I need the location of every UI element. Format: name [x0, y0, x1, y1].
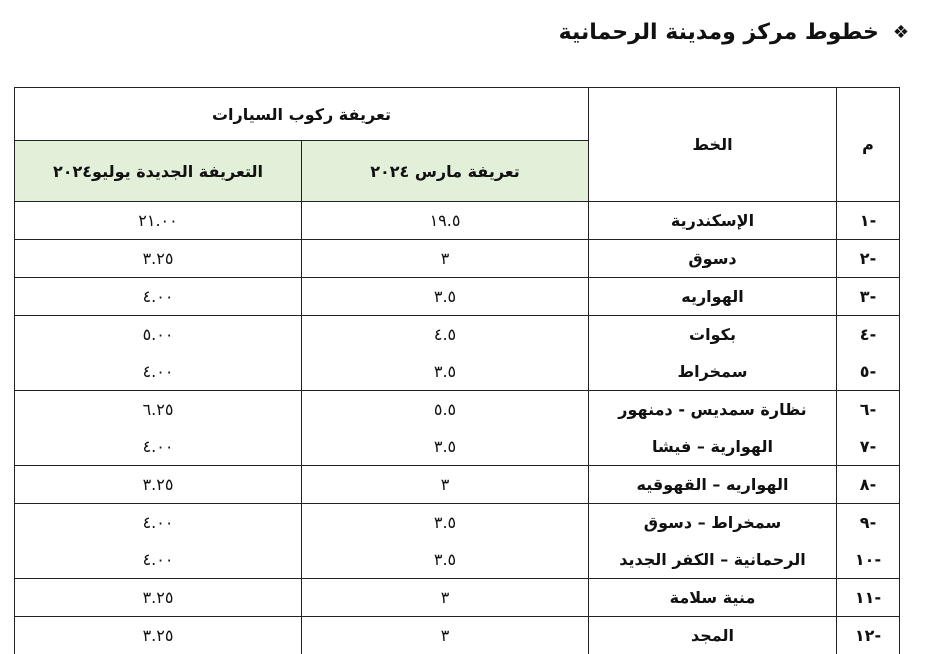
row-number: -٨	[837, 466, 900, 504]
july-fare: ٤.٠٠	[15, 428, 302, 466]
column-header-number: م	[837, 88, 900, 202]
july-fare: ٦.٢٥	[15, 391, 302, 429]
march-fare: ٣.٥	[302, 541, 589, 579]
row-number: -١٢	[837, 617, 900, 654]
page-heading	[559, 20, 909, 45]
route-name: الرحمانية – الكفر الجديد	[589, 541, 837, 579]
july-fare: ٤.٠٠	[15, 541, 302, 579]
row-number: -١١	[837, 579, 900, 617]
route-name: بكوات	[589, 316, 837, 354]
july-fare: ٥.٠٠	[15, 316, 302, 354]
march-fare: ٣	[302, 579, 589, 617]
route-name: المجد	[589, 617, 837, 654]
july-fare: ٤.٠٠	[15, 353, 302, 391]
table-row	[15, 466, 900, 504]
diamond-bullet-icon: ❖	[893, 22, 909, 43]
march-fare: ٣.٥	[302, 353, 589, 391]
march-fare: ٣	[302, 466, 589, 504]
july-fare: ٢١.٠٠	[15, 202, 302, 240]
row-number: -٣	[837, 278, 900, 316]
route-name: سمخراط	[589, 353, 837, 391]
page-title: خطوط مركز ومدينة الرحمانية	[559, 20, 879, 45]
row-number: -١٠	[837, 541, 900, 579]
route-name: الهواريه	[589, 278, 837, 316]
fare-table	[14, 87, 900, 654]
july-fare: ٣.٢٥	[15, 466, 302, 504]
july-fare: ٤.٠٠	[15, 278, 302, 316]
table-row	[15, 541, 900, 579]
route-name: سمخراط – دسوق	[589, 504, 837, 542]
row-number: -١	[837, 202, 900, 240]
row-number: -٢	[837, 240, 900, 278]
march-fare: ٣.٥	[302, 278, 589, 316]
table-row	[15, 617, 900, 654]
july-fare: ٣.٢٥	[15, 579, 302, 617]
table-row	[15, 391, 900, 429]
march-fare: ٣.٥	[302, 428, 589, 466]
column-header-march-fare: تعريفة مارس ٢٠٢٤	[302, 141, 589, 202]
march-fare: ١٩.٥	[302, 202, 589, 240]
table-row	[15, 278, 900, 316]
march-fare: ٣	[302, 617, 589, 654]
column-group-header-fares: تعريفة ركوب السيارات	[15, 88, 589, 141]
route-name: الإسكندرية	[589, 202, 837, 240]
row-number: -٥	[837, 353, 900, 391]
table-row	[15, 504, 900, 542]
july-fare: ٣.٢٥	[15, 617, 302, 654]
table-row	[15, 202, 900, 240]
row-number: -٩	[837, 504, 900, 542]
table-row	[15, 353, 900, 391]
table-row	[15, 316, 900, 354]
row-number: -٤	[837, 316, 900, 354]
march-fare: ٣.٥	[302, 504, 589, 542]
route-name: دسوق	[589, 240, 837, 278]
july-fare: ٤.٠٠	[15, 504, 302, 542]
table-row	[15, 428, 900, 466]
row-number: -٦	[837, 391, 900, 429]
july-fare: ٣.٢٥	[15, 240, 302, 278]
table-row	[15, 240, 900, 278]
row-number: -٧	[837, 428, 900, 466]
column-header-july-fare: التعريفة الجديدة يوليو٢٠٢٤	[15, 141, 302, 202]
route-name: نظارة سمديس - دمنهور	[589, 391, 837, 429]
route-name: منية سلامة	[589, 579, 837, 617]
table-row	[15, 579, 900, 617]
route-name: الهواريه – القهوقيه	[589, 466, 837, 504]
march-fare: ٣	[302, 240, 589, 278]
march-fare: ٥.٥	[302, 391, 589, 429]
column-header-route: الخط	[589, 88, 837, 202]
route-name: الهوارية – فيشا	[589, 428, 837, 466]
march-fare: ٤.٥	[302, 316, 589, 354]
